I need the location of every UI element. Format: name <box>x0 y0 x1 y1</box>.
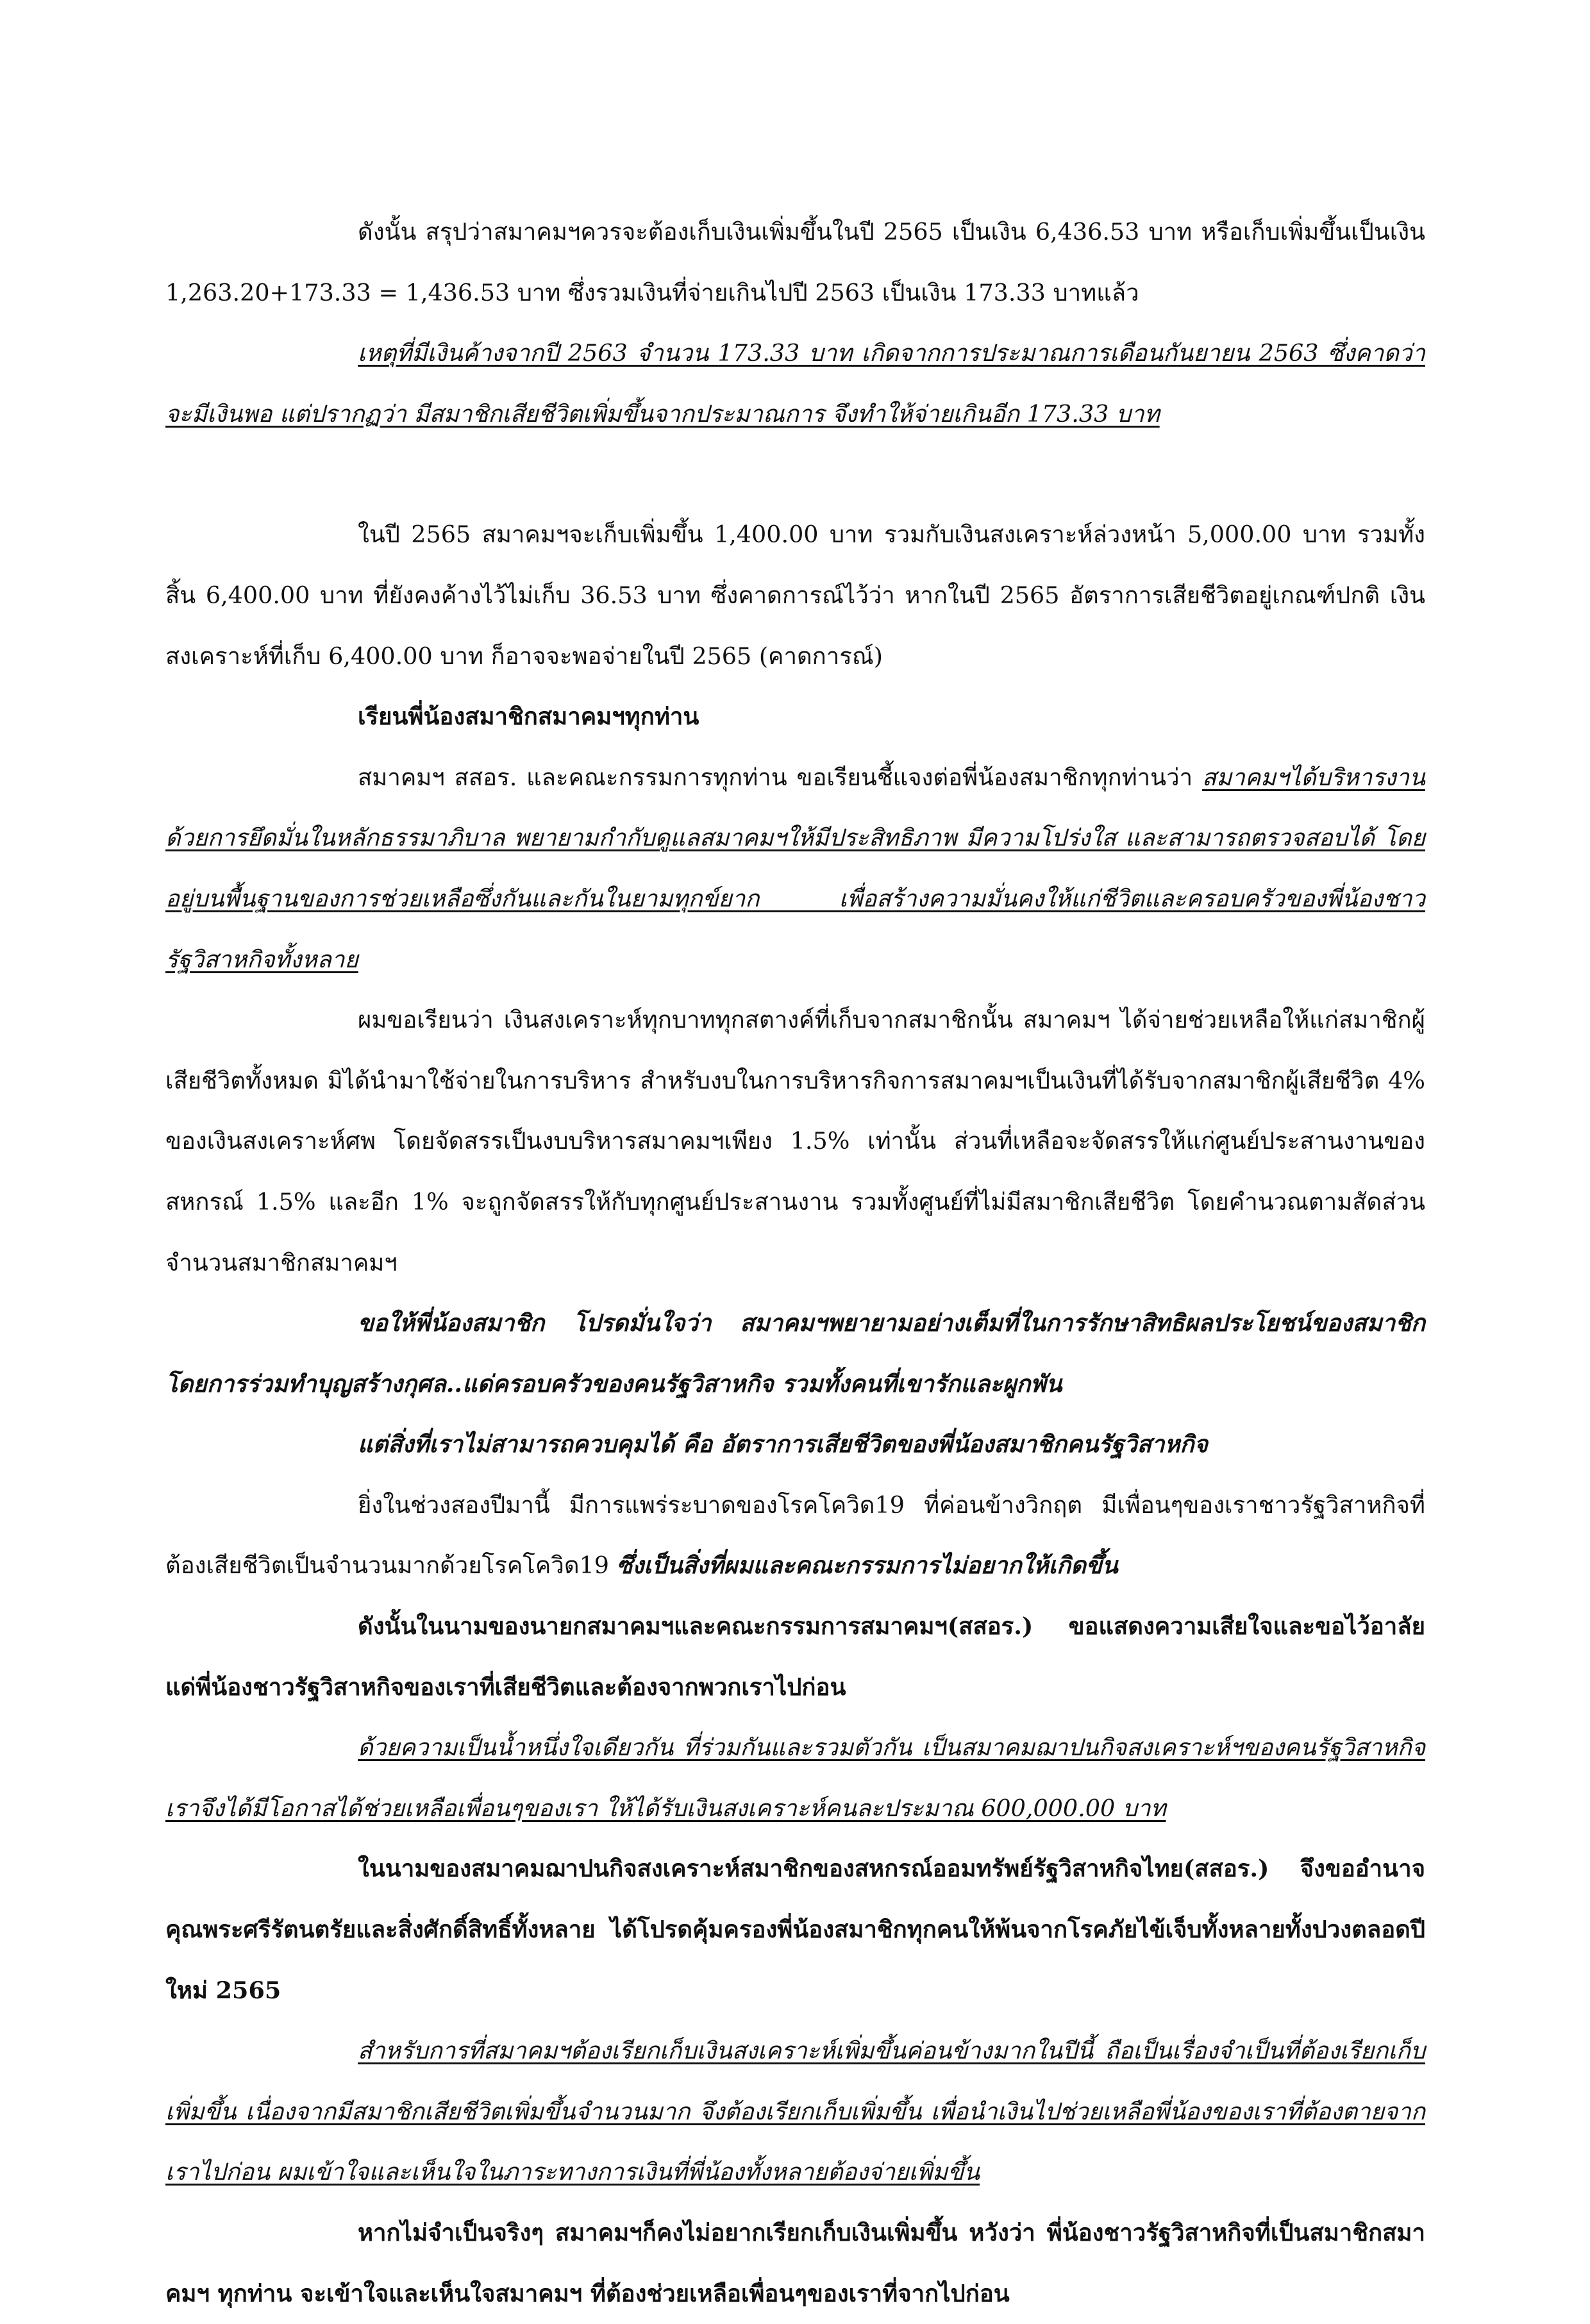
paragraph-condolence: ดังนั้นในนามของนายกสมาคมฯและคณะกรรมการสมาคมฯ(สสอร.) ขอแสดงความเสียใจและขอไว้อาลัยแด่พี่น้องชาวรัฐวิสาหกิจของเราที่เสียชีวิตและต้องจากพวกเราไปก่อน <box>165 1612 1425 1701</box>
paragraph-fee-increase: สำหรับการที่สมาคมฯต้องเรียกเก็บเงินสงเคราะห์เพิ่มขึ้นค่อนข้างมากในปีนี้ ถือเป็นเรื่องจำเป็นที่ต้องเรียกเก็บเพิ่มขึ้น เนื่องจากมีสมาชิกเสียชีวิตเพิ่มขึ้นจำนวนมาก จึงต้องเรียกเก็บเพิ่มขึ้น เพื่อนำเงินไปช่วยเหลือพี่น้องของเราที่ต้องตายจากเราไปก่อน ผมเข้าใจและเห็นใจในภาระทางการเงินที่พี่น้องทั้งหลายต้องจ่ายเพิ่มขึ้น <box>165 2037 1425 2186</box>
paragraph-covid <box>165 1475 1425 1596</box>
paragraph-uncontrollable: แต่สิ่งที่เราไม่สามารถควบคุมได้ คือ อัตราการเสียชีวิตของพี่น้องสมาชิกคนรัฐวิสาหกิจ <box>358 1430 1208 1459</box>
document-page <box>165 202 1425 2307</box>
paragraph-allocation: ผมขอเรียนว่า เงินสงเคราะห์ทุกบาททุกสตางค์ที่เก็บจากสมาชิกนั้น สมาคมฯ ได้จ่ายช่วยเหลือให้แก่สมาชิกผู้เสียชีวิตทั้งหมด มิได้นำมาใช้จ่ายในการบริหาร สำหรับงบในการบริหารกิจการสมาคมฯเป็นเงินที่ได้รับจากสมาชิกผู้เสียชีวิต 4% ของเงินสงเคราะห์ศพ โดยจัดสรรเป็นงบบริหารสมาคมฯเพียง 1.5% เท่านั้น ส่วนที่เหลือจะจัดสรรให้แก่ศูนย์ประสานงานของสหกรณ์ 1.5% และอีก 1% จะถูกจัดสรรให้กับทุกศูนย์ประสานงาน รวมทั้งศูนย์ที่ไม่มีสมาชิกเสียชีวิต โดยคำนวณตามสัดส่วนจำนวนสมาชิกสมาคมฯ <box>165 1006 1425 1276</box>
governance-underlined-text: สมาคมฯได้บริหารงานด้วยการยึดมั่นในหลักธรรมาภิบาล พยายามกำกับดูแลสมาคมฯให้มีประสิทธิภาพ มีความโปร่งใส และสามารถตรวจสอบได้ โดยอยู่บนพื้นฐานของการช่วยเหลือซึ่งกันและกันในยามทุกข์ยาก เพื่อสร้างความมั่นคงให้แก่ชีวิตและครอบครัวของพี่น้องชาวรัฐวิสาหกิจทั้งหลาย <box>165 763 1425 973</box>
paragraph-closing: หากไม่จำเป็นจริงๆ สมาคมฯก็คงไม่อยากเรียกเก็บเงินเพิ่มขึ้น หวังว่า พี่น้องชาวรัฐวิสาหกิจที่เป็นสมาชิกสมาคมฯ ทุกท่าน จะเข้าใจและเห็นใจสมาคมฯ ที่ต้องช่วยเหลือเพื่อนๆของเราที่จากไปก่อน <box>165 2219 1425 2307</box>
paragraph-conclusion: ดังนั้น สรุปว่าสมาคมฯควรจะต้องเก็บเงินเพิ่มขึ้นในปี 2565 เป็นเงิน 6,436.53 บาท หรือเก็บเพิ่มขึ้นเป็นเงิน 1,263.20+173.33 = 1,436.53 บาท ซึ่งรวมเงินที่จ่ายเกินไปปี 2563 เป็นเงิน 173.33 บาทแล้ว <box>165 218 1425 306</box>
paragraph-blessing: ในนามของสมาคมฌาปนกิจสงเคราะห์สมาชิกของสหกรณ์ออมทรัพย์รัฐวิสาหกิจไทย(สสอร.) จึงขออำนาจคุณพระศรีรัตนตรัยและสิ่งศักดิ์สิทธิ์ทั้งหลาย ได้โปรดคุ้มครองพี่น้องสมาชิกทุกคนให้พ้นจากโรคภัยไข้เจ็บทั้งหลายทั้งปวงตลอดปีใหม่ 2565 <box>165 1855 1425 2004</box>
paragraph-reason-2563: เหตุที่มีเงินค้างจากปี 2563 จำนวน 173.33 บาท เกิดจากการประมาณการเดือนกันยายน 2563 ซึ่งคาดว่า จะมีเงินพอ แต่ปรากฏว่า มีสมาชิกเสียชีวิตเพิ่มขึ้นจากประมาณการ จึงทำให้จ่ายเกินอีก 173.33 บาท <box>165 339 1425 428</box>
covid-emphasis-text: ซึ่งเป็นสิ่งที่ผมและคณะกรรมการไม่อยากให้เกิดขึ้น <box>616 1551 1118 1580</box>
covid-plain-text: ยิ่งในช่วงสองปีมานี้ มีการแพร่ระบาดของโรคโควิด19 ที่ค่อนข้างวิกฤต มีเพื่อนๆของเราชาวรัฐวิสาหกิจที่ต้องเสียชีวิตเป็นจำนวนมากด้วยโรคโควิด19 <box>165 1491 1425 1580</box>
paragraph-unity: ด้วยความเป็นน้ำหนึ่งใจเดียวกัน ที่ร่วมกันและรวมตัวกัน เป็นสมาคมฌาปนกิจสงเคราะห์ฯของคนรัฐวิสาหกิจ เราจึงได้มีโอกาสได้ช่วยเหลือเพื่อนๆของเรา ให้ได้รับเงินสงเคราะห์คนละประมาณ 600,000.00 บาท <box>165 1734 1425 1822</box>
paragraph-governance <box>165 748 1425 990</box>
paragraph-assurance: ขอให้พี่น้องสมาชิก โปรดมั่นใจว่า สมาคมฯพยายามอย่างเต็มที่ในการรักษาสิทธิผลประโยชน์ของสมาชิก โดยการร่วมทำบุญสร้างกุศล..แด่ครอบครัวของคนรัฐวิสาหกิจ รวมทั้งคนที่เขารักและผูกพัน <box>165 1309 1425 1398</box>
salutation-heading: เรียนพี่น้องสมาชิกสมาคมฯทุกท่าน <box>358 703 699 731</box>
paragraph-plan-2565: ในปี 2565 สมาคมฯจะเก็บเพิ่มขึ้น 1,400.00 บาท รวมกับเงินสงเคราะห์ล่วงหน้า 5,000.00 บาท รวมทั้งสิ้น 6,400.00 บาท ที่ยังคงค้างไว้ไม่เก็บ 36.53 บาท ซึ่งคาดการณ์ไว้ว่า หากในปี 2565 อัตราการเสียชีวิตอยู่เกณฑ์ปกติ เงินสงเคราะห์ที่เก็บ 6,400.00 บาท ก็อาจจะพอจ่ายในปี 2565 (คาดการณ์) <box>165 521 1425 670</box>
governance-intro-text: สมาคมฯ สสอร. และคณะกรรมการทุกท่าน ขอเรียนชี้แจงต่อพี่น้องสมาชิกทุกท่านว่า <box>358 763 1202 791</box>
